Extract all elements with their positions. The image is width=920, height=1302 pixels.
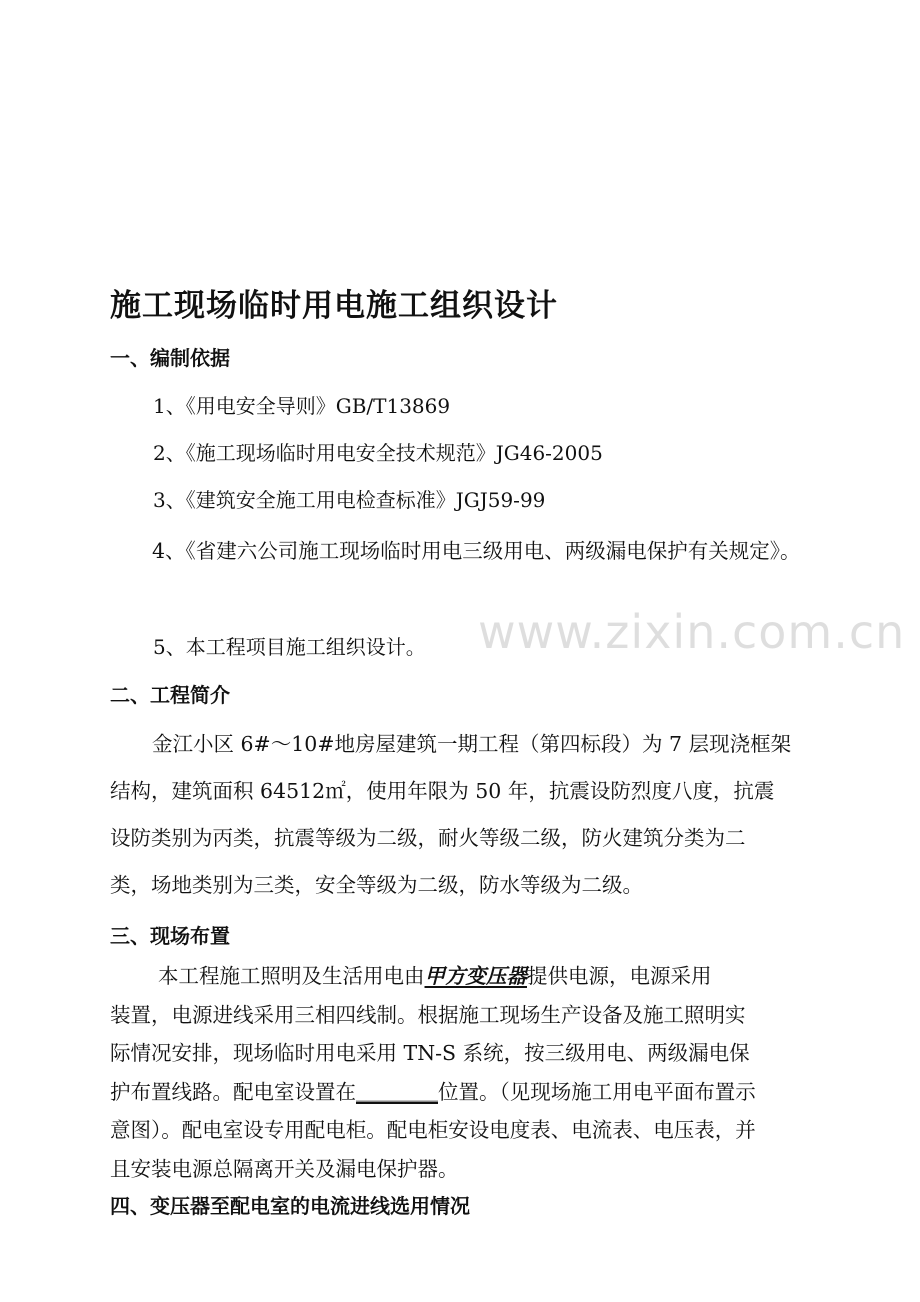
blank-fill-in: ＿＿＿＿ xyxy=(356,1079,438,1104)
reference-item: 4、《省建六公司施工现场临时用电三级用电、两级漏电保护有关规定》。 xyxy=(152,539,801,563)
paragraph-line xyxy=(110,957,832,996)
paragraph-line: 金江小区 6#～10#地房屋建筑一期工程（第四标段）为 7 层现浇框架 xyxy=(152,732,792,756)
handwritten-fill-in: 甲方变压器 xyxy=(424,964,527,988)
text-span: 本工程施工照明及生活用电由 xyxy=(158,964,425,988)
section-heading-layout: 三、现场布置 xyxy=(110,924,230,948)
section-heading-basis: 一、编制依据 xyxy=(110,346,230,370)
paragraph-line: 类，场地类别为三类，安全等级为二级，防水等级为二级。 xyxy=(110,873,643,897)
reference-item: 3、《建筑安全施工用电检查标准》JGJ59-99 xyxy=(153,488,546,512)
reference-item: 5、本工程项目施工组织设计。 xyxy=(153,635,426,659)
paragraph-line: 设防类别为丙类，抗震等级为二级，耐火等级二级，防火建筑分类为二 xyxy=(110,826,746,850)
reference-item: 1、《用电安全导则》GB/T13869 xyxy=(153,394,451,418)
paragraph-line xyxy=(110,1073,832,1112)
page-title: 施工现场临时用电施工组织设计 xyxy=(110,288,558,324)
project-overview-paragraph xyxy=(110,721,832,909)
paragraph-line: 装置，电源进线采用三相四线制。根据施工现场生产设备及施工照明实 xyxy=(110,1002,746,1027)
text-span: 位置。（见现场施工用电平面布置示 xyxy=(438,1079,756,1104)
paragraph-line: 意图）。配电室设专用配电柜。配电柜安设电度表、电流表、电压表，并 xyxy=(110,1118,756,1142)
watermark: www.zixin.com.cn xyxy=(478,605,906,659)
reference-item: 2、《施工现场临时用电安全技术规范》JG46-2005 xyxy=(153,441,603,465)
section-heading-transformer: 四、变压器至配电室的电流进线选用情况 xyxy=(110,1194,470,1218)
site-layout-paragraph xyxy=(110,957,832,1188)
section-heading-overview: 二、工程简介 xyxy=(110,683,230,707)
paragraph-line: 且安装电源总隔离开关及漏电保护器。 xyxy=(110,1156,459,1181)
paragraph-line: 际情况安排，现场临时用电采用 TN-S 系统，按三级用电、两级漏电保 xyxy=(110,1041,750,1065)
text-span: 提供电源，电源采用 xyxy=(527,964,712,988)
text-span: 护布置线路。配电室设置在 xyxy=(110,1079,356,1104)
paragraph-line: 结构，建筑面积 64512㎡，使用年限为 50 年，抗震设防烈度八度，抗震 xyxy=(110,779,775,803)
